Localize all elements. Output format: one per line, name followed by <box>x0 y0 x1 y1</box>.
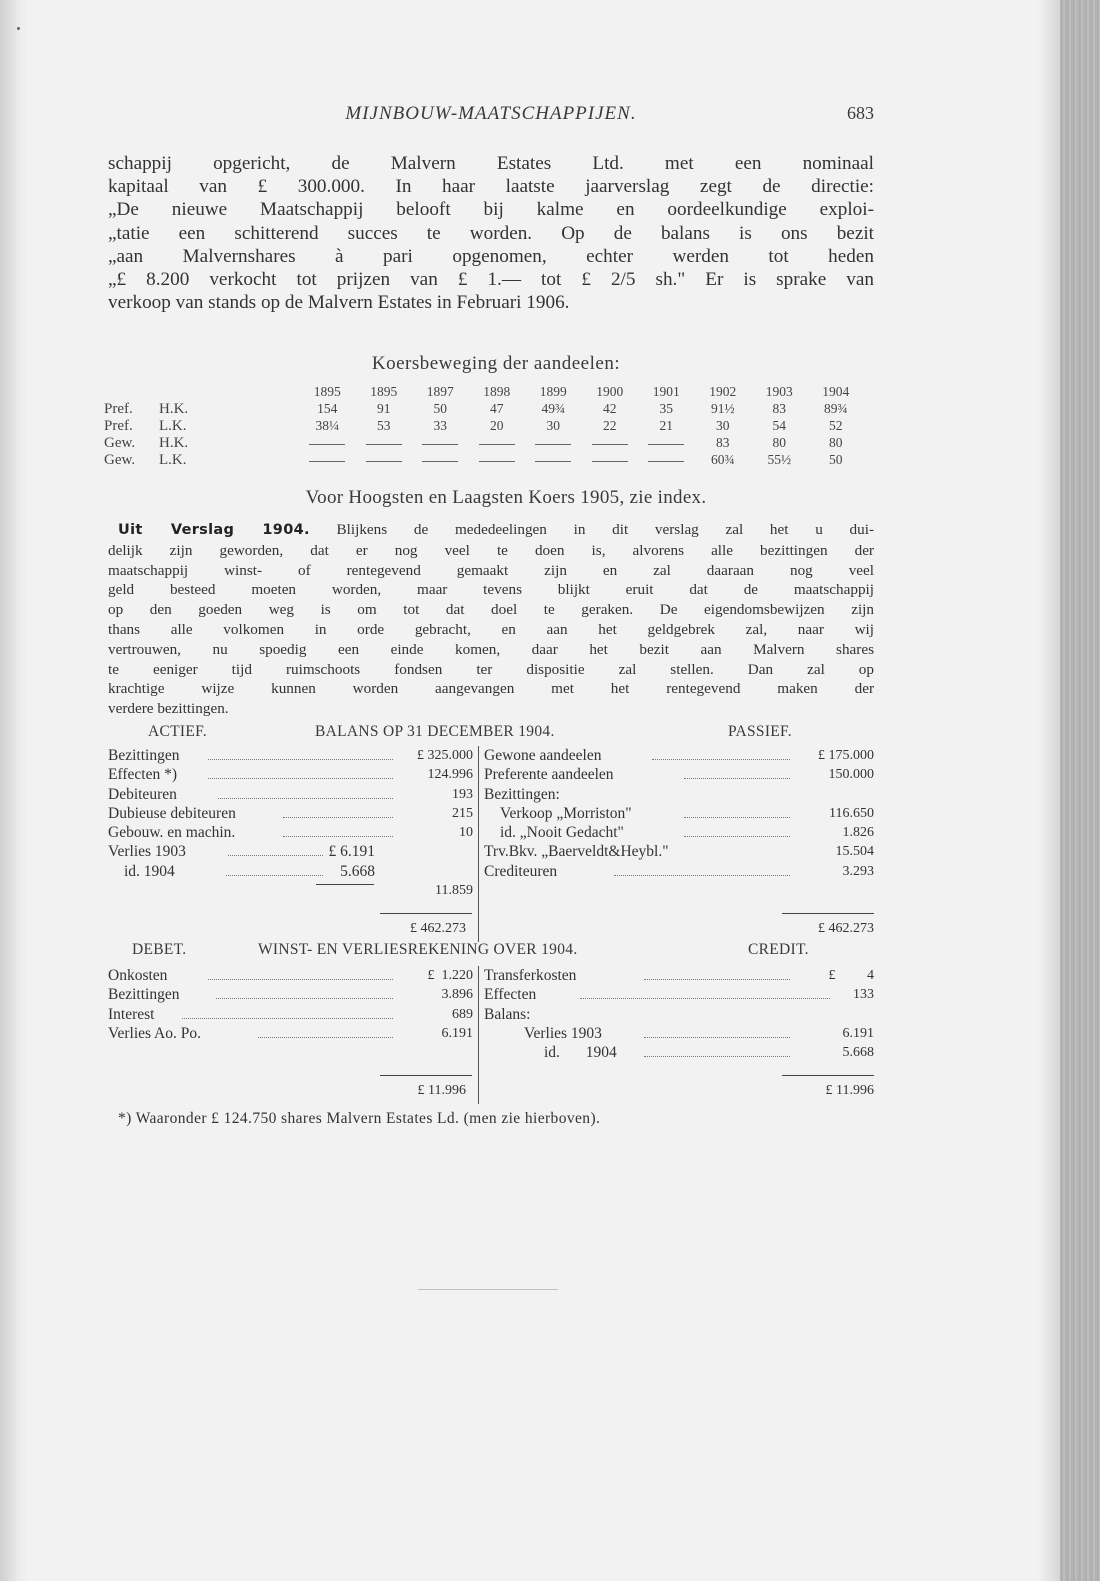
total-rule <box>782 913 874 914</box>
liability-row <box>484 842 874 861</box>
table-row <box>104 452 864 469</box>
price-cell: 80 <box>829 435 843 451</box>
price-cell: 30 <box>716 418 730 434</box>
price-cell: 60¾ <box>710 452 735 468</box>
item-label: id. 1904 <box>124 862 179 881</box>
text-line: op den goeden weg is om tot dat doel te geraken. De eigendomsbewijzen zijn <box>108 601 874 619</box>
price-cell: 52 <box>829 418 843 434</box>
price-cell-empty <box>299 452 356 469</box>
year-header: 1895 <box>370 384 398 400</box>
item-amount: 6.191 <box>438 1024 474 1043</box>
year-header: 1895 <box>313 384 341 400</box>
text-line: kapitaal van £ 300.000. In haar laatste jaarverslag zegt de directie: <box>108 176 874 198</box>
price-cell: 20 <box>490 418 504 434</box>
dash-rule <box>479 444 515 445</box>
dot-leader <box>580 998 830 999</box>
item-label: id. 1904 <box>544 1043 621 1062</box>
text-line: maatschappij winst- of rentegevend gemaakt zijn en zal daaraan nog veel <box>108 561 874 579</box>
liability-row <box>484 804 874 823</box>
dot-leader <box>228 855 323 856</box>
share-kind: Gew. <box>104 451 136 468</box>
item-amount: 689 <box>448 1005 473 1024</box>
total-rule <box>782 1075 874 1076</box>
item-label: Interest <box>108 1005 158 1024</box>
liability-row <box>484 765 874 784</box>
price-type: L.K. <box>159 417 187 434</box>
debit-row <box>108 966 473 985</box>
item-label: Preferente aandeelen <box>484 765 618 784</box>
item-amount: £ 1.220 <box>424 966 474 985</box>
year-header: 1898 <box>483 384 511 400</box>
text-line: „tatie een schitterend succes te worden. Op de balans is ons bezit <box>108 222 874 244</box>
sub-amount: £ 6.191 <box>325 842 376 861</box>
price-cell-empty <box>356 435 413 452</box>
profit-loss-account <box>108 966 874 1104</box>
dot-leader <box>614 875 790 876</box>
credit-header: CREDIT. <box>748 941 809 958</box>
text-line <box>108 520 874 541</box>
dash-rule <box>648 444 684 445</box>
share-kind: Pref. <box>104 400 133 417</box>
year-header: 1897 <box>426 384 454 400</box>
price-cell-empty <box>412 452 469 469</box>
table-row <box>104 418 864 435</box>
item-label: id. „Nooit Gedacht" <box>500 823 628 842</box>
dash-rule <box>592 444 628 445</box>
credit-column <box>484 966 874 1062</box>
price-type: L.K. <box>159 451 187 468</box>
asset-row <box>108 804 473 823</box>
total-liabilities: £ 462.273 <box>818 921 874 936</box>
dash-rule <box>422 461 458 462</box>
item-label: Effecten <box>484 985 540 1004</box>
price-cell-empty <box>412 435 469 452</box>
item-label: Verlies Ao. Po. <box>108 1024 205 1043</box>
price-cell: 83 <box>772 401 786 417</box>
dot-leader <box>208 778 393 779</box>
year-header: 1899 <box>539 384 567 400</box>
item-label: Onkosten <box>108 966 171 985</box>
price-cell: 38¼ <box>315 418 340 434</box>
year-header: 1903 <box>765 384 793 400</box>
price-cell: 54 <box>772 418 786 434</box>
text-line: krachtige wijze kunnen worden aangevangen met het rentegevend maken der <box>108 680 874 698</box>
price-cell: 47 <box>490 401 504 417</box>
price-cell-empty <box>638 435 695 452</box>
liability-row <box>484 823 874 842</box>
paper-speck <box>17 27 20 30</box>
page-edge <box>1060 0 1100 1581</box>
dash-rule <box>479 461 515 462</box>
price-cell: 50 <box>829 452 843 468</box>
item-amount: 215 <box>448 804 473 823</box>
page-gutter-shadow <box>0 0 28 1581</box>
dot-leader <box>283 817 393 818</box>
text-line: delijk zijn geworden, dat er nog veel te doen is, alvorens alle bezittingen der <box>108 541 874 559</box>
price-cell: 22 <box>603 418 617 434</box>
footnote: *) Waaronder £ 124.750 shares Malvern Estates Ld. (men zie hierboven). <box>118 1110 601 1127</box>
item-amount: 15.504 <box>832 842 875 861</box>
section-label: Balans: <box>484 1005 535 1024</box>
section-label: Bezittingen: <box>484 785 564 804</box>
item-label: Dubieuse debiteuren <box>108 804 240 823</box>
running-head <box>108 103 874 127</box>
report-lead: Uit Verslag 1904. <box>118 522 310 538</box>
item-label: Gewone aandeelen <box>484 746 605 765</box>
price-cell-empty <box>469 452 526 469</box>
text-line: „£ 8.200 verkocht tot prijzen van £ 1.— tot £ 2/5 sh." Er is sprake van <box>108 269 874 291</box>
table-row <box>104 435 864 452</box>
intro-paragraph <box>108 152 874 314</box>
share-price-table <box>104 384 864 469</box>
dot-leader <box>182 1018 393 1019</box>
item-amount: 150.000 <box>825 765 875 784</box>
price-cell: 33 <box>433 418 447 434</box>
price-type: H.K. <box>159 400 189 417</box>
running-title: MIJNBOUW-MAATSCHAPPIJEN. <box>345 103 637 124</box>
dot-leader <box>644 1037 790 1038</box>
page-number: 683 <box>847 103 874 123</box>
price-cell-empty <box>356 452 413 469</box>
debit-row <box>108 1024 473 1043</box>
text-line: thans alle volkomen in orde gebracht, en aan het geldgebrek zal, naar wij <box>108 620 874 638</box>
price-cell: 53 <box>377 418 391 434</box>
dot-leader <box>208 979 393 980</box>
item-amount: £ 175.000 <box>814 746 874 765</box>
liabilities-column <box>484 746 874 881</box>
column-divider <box>478 746 479 942</box>
dot-leader <box>684 778 790 779</box>
total-assets: £ 462.273 <box>410 921 466 936</box>
year-header-row <box>104 384 864 401</box>
dash-rule <box>309 444 345 445</box>
credit-section-row <box>484 1005 874 1024</box>
credit-row <box>484 966 874 985</box>
dot-leader <box>216 998 393 999</box>
price-cell: 55½ <box>767 452 792 468</box>
item-label: Effecten *) <box>108 765 181 784</box>
price-cell: 80 <box>772 435 786 451</box>
subtotal-rule <box>316 884 374 885</box>
item-amount: £ 4 <box>825 966 875 985</box>
item-label: Gebouw. en machin. <box>108 823 239 842</box>
total-rule <box>380 1075 472 1076</box>
item-amount: 133 <box>849 985 874 1004</box>
debit-row <box>108 1005 473 1024</box>
dash-rule <box>592 461 628 462</box>
item-amount: 5.668 <box>839 1043 875 1062</box>
dot-leader <box>652 759 790 760</box>
price-cell-empty <box>299 435 356 452</box>
dot-leader <box>684 836 790 837</box>
balance-sheet <box>108 746 874 942</box>
asset-row <box>108 862 473 881</box>
balance-sheet-title: BALANS OP 31 DECEMBER 1904. <box>315 723 555 740</box>
item-amount: 3.896 <box>438 985 474 1004</box>
text-line: „De nieuwe Maatschappij belooft bij kalme en oordeelkundige exploi- <box>108 199 874 221</box>
dash-rule <box>366 444 402 445</box>
asset-row <box>108 823 473 842</box>
price-cell-empty <box>638 452 695 469</box>
text-line: vertrouwen, nu spoedig een einde komen, daar het bezit aan Malvern shares <box>108 640 874 658</box>
item-amount: 124.996 <box>424 765 474 784</box>
price-cell: 49¾ <box>541 401 566 417</box>
credit-row <box>484 985 874 1004</box>
liabilities-header: PASSIEF. <box>728 723 792 740</box>
price-cell: 89¾ <box>823 401 848 417</box>
share-kind: Pref. <box>104 417 133 434</box>
item-amount: 6.191 <box>839 1024 875 1043</box>
dot-leader <box>218 798 393 799</box>
item-amount: 193 <box>448 785 473 804</box>
price-cell: 21 <box>659 418 673 434</box>
assets-column <box>108 746 473 900</box>
text-line: verdere bezittingen. <box>108 700 229 718</box>
liability-section-row <box>484 785 874 804</box>
table-row <box>104 401 864 418</box>
asset-row <box>108 746 473 765</box>
dot-leader <box>644 979 790 980</box>
report-paragraph <box>108 520 874 719</box>
item-label: Verlies 1903 <box>524 1024 606 1043</box>
price-type: H.K. <box>159 434 189 451</box>
liability-row <box>484 746 874 765</box>
dash-rule <box>309 461 345 462</box>
year-header: 1904 <box>822 384 850 400</box>
year-header: 1901 <box>652 384 680 400</box>
item-label: Bezittingen <box>108 985 183 1004</box>
text-line: verkoop van stands op de Malvern Estates in Februari 1906. <box>108 292 570 314</box>
dot-leader <box>258 1037 393 1038</box>
dash-rule <box>535 444 571 445</box>
item-label: Debiteuren <box>108 785 181 804</box>
text-fragment: Blijkens de mededeelingen in dit verslag zal het u dui- <box>336 521 875 538</box>
text-line: schappij opgericht, de Malvern Estates Ltd. met een nominaal <box>108 153 874 174</box>
price-cell-empty <box>525 435 582 452</box>
dash-rule <box>535 461 571 462</box>
asset-row <box>108 842 473 861</box>
asset-row <box>108 785 473 804</box>
dot-leader <box>283 836 393 837</box>
price-cell-empty <box>525 452 582 469</box>
dot-leader <box>226 875 323 876</box>
text-line: „aan Malvernshares à pari opgenomen, echter werden tot heden <box>108 245 874 267</box>
item-amount: 1.826 <box>839 823 875 842</box>
dot-leader <box>208 759 393 760</box>
price-cell: 83 <box>716 435 730 451</box>
item-amount: 3.293 <box>839 862 875 881</box>
total-credit: £ 11.996 <box>825 1083 874 1098</box>
item-amount: £ 325.000 <box>413 746 473 765</box>
dash-rule <box>422 444 458 445</box>
credit-row <box>484 1024 874 1043</box>
share-price-title: Koersbeweging der aandeelen: <box>371 353 621 374</box>
dash-rule <box>648 461 684 462</box>
price-cell-empty <box>582 435 639 452</box>
item-label: Crediteuren <box>484 862 561 881</box>
assets-header: ACTIEF. <box>148 723 207 740</box>
sub-amount: 5.668 <box>336 862 375 881</box>
asset-subtotal-row <box>108 881 473 900</box>
debit-header: DEBET. <box>132 941 187 958</box>
item-label: Bezittingen <box>108 746 183 765</box>
profit-loss-title: WINST- EN VERLIESREKENING OVER 1904. <box>258 941 578 958</box>
faint-printed-rule <box>418 1289 558 1290</box>
total-debit: £ 11.996 <box>417 1083 466 1098</box>
dash-rule <box>366 461 402 462</box>
balance-sheet-header <box>108 723 874 743</box>
dot-leader <box>644 1056 790 1057</box>
price-cell: 154 <box>317 401 338 417</box>
share-kind: Gew. <box>104 434 136 451</box>
credit-row <box>484 1043 874 1062</box>
price-cell: 30 <box>546 418 560 434</box>
liability-row <box>484 862 874 881</box>
price-cell: 91 <box>377 401 391 417</box>
price-cell-empty <box>469 435 526 452</box>
item-label: Verlies 1903 <box>108 842 190 861</box>
item-amount: 116.650 <box>825 804 874 823</box>
price-cell: 35 <box>659 401 673 417</box>
item-amount: 10 <box>455 823 473 842</box>
price-cell-empty <box>582 452 639 469</box>
item-label: Verkoop „Morriston" <box>500 804 636 823</box>
text-line: geld besteed moeten worden, maar tevens blijkt eruit dat de maatschappij <box>108 581 874 599</box>
year-header: 1902 <box>709 384 737 400</box>
asset-row <box>108 765 473 784</box>
item-label: Trv.Bkv. „Baerveldt&Heybl." <box>484 842 673 861</box>
price-cell: 91½ <box>710 401 735 417</box>
item-label: Transferkosten <box>484 966 580 985</box>
share-price-note: Voor Hoogsten en Laagsten Koers 1905, zie index. <box>305 487 707 508</box>
dot-leader <box>684 817 790 818</box>
subtotal-amount: 11.859 <box>431 881 473 900</box>
column-divider <box>478 966 479 1104</box>
text-line: te eeniger tijd ruimschoots fondsen ter dispositie zal stellen. Dan zal op <box>108 660 874 678</box>
debit-column <box>108 966 473 1043</box>
profit-loss-header <box>108 941 874 961</box>
year-header: 1900 <box>596 384 624 400</box>
total-rule <box>380 913 472 914</box>
price-cell: 42 <box>603 401 617 417</box>
price-cell: 50 <box>433 401 447 417</box>
debit-row <box>108 985 473 1004</box>
